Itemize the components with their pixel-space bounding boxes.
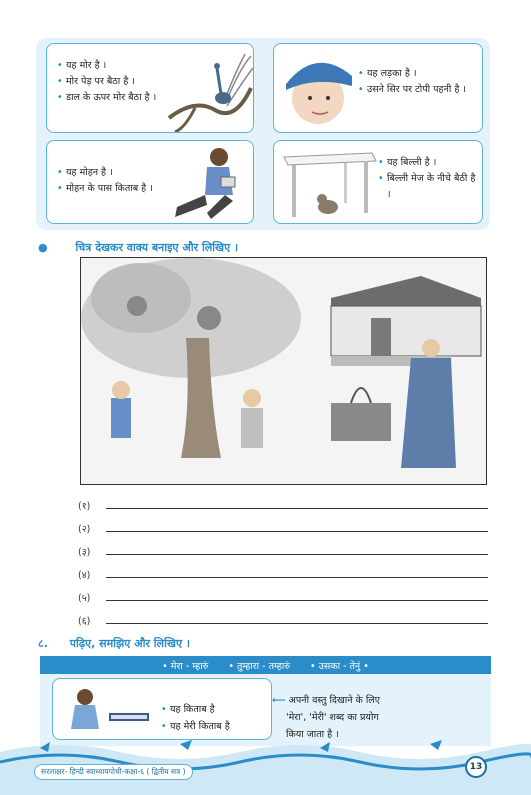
banner-item: • उसका - तेनुं • (310, 660, 369, 672)
card-line: • उसने सिर पर टोपी पहनी है । (358, 82, 482, 98)
card-line: • यह लड़का है । (358, 66, 482, 82)
page-number: 13 (465, 756, 487, 778)
example-line: • यह किताब है (161, 701, 230, 718)
mohan-card (46, 140, 254, 224)
possessive-banner (40, 656, 491, 674)
answer-line-3[interactable]: (३) (78, 543, 488, 566)
example-line: • यह मेरी किताब है (161, 718, 230, 735)
arrow-left-icon: ⟵ (272, 695, 286, 706)
boy-reading-image (167, 143, 253, 223)
boy-cap-card (273, 43, 483, 133)
peacock-image (165, 48, 253, 132)
answer-line-4[interactable]: (४) (78, 566, 488, 589)
answer-line-2[interactable]: (२) (78, 520, 488, 543)
banner-item: • मेरा - म्हारुं (162, 660, 209, 672)
banner-item: • तुम्हारा - तम्हारुं (228, 660, 291, 672)
example-card (52, 678, 272, 740)
card-line: • डाल के ऊपर मोर बैठा है । (57, 90, 167, 106)
card-line: • यह मोहन है । (57, 165, 181, 181)
cat-under-table-image (278, 149, 378, 221)
boy-with-cap-image (276, 46, 356, 132)
village-scene-illustration (81, 258, 487, 485)
answer-lines (78, 497, 488, 635)
answer-line-6[interactable]: (६) (78, 612, 488, 635)
answer-line-5[interactable]: (५) (78, 589, 488, 612)
card-line: • यह मोर है । (57, 58, 167, 74)
girl-with-book-image (59, 683, 155, 737)
example-panel-bottom (40, 674, 491, 746)
section-7-heading: ● चित्र देखकर वाक्य बनाइए और लिखिए । (38, 241, 239, 254)
section-8-heading: ८. पढ़िए, समझिए और लिखिए । (38, 637, 191, 650)
answer-line-1[interactable]: (१) (78, 497, 488, 520)
usage-note: ⟵ अपनी वस्तु दिखाने के लिए 'मेरा', 'मेरी' शब्द का प्रयोग किया जाता है । (272, 695, 380, 740)
footer-label: सरलाक्षर- हिन्दी स्वाध्यायपोथी-कक्षा-६ ( द्वितीय सत्र ) (34, 764, 193, 780)
cat-card (273, 140, 483, 224)
card-line: • बिल्ली मेज के नीचे बैठी है । (378, 171, 482, 203)
peacock-card (46, 43, 254, 133)
card-line: • मोर पेड़ पर बैठा है । (57, 74, 167, 90)
card-line: • यह बिल्ली है । (378, 155, 482, 171)
village-scene-image (80, 257, 487, 485)
card-line: • मोहन के पास किताब है । (57, 181, 181, 197)
